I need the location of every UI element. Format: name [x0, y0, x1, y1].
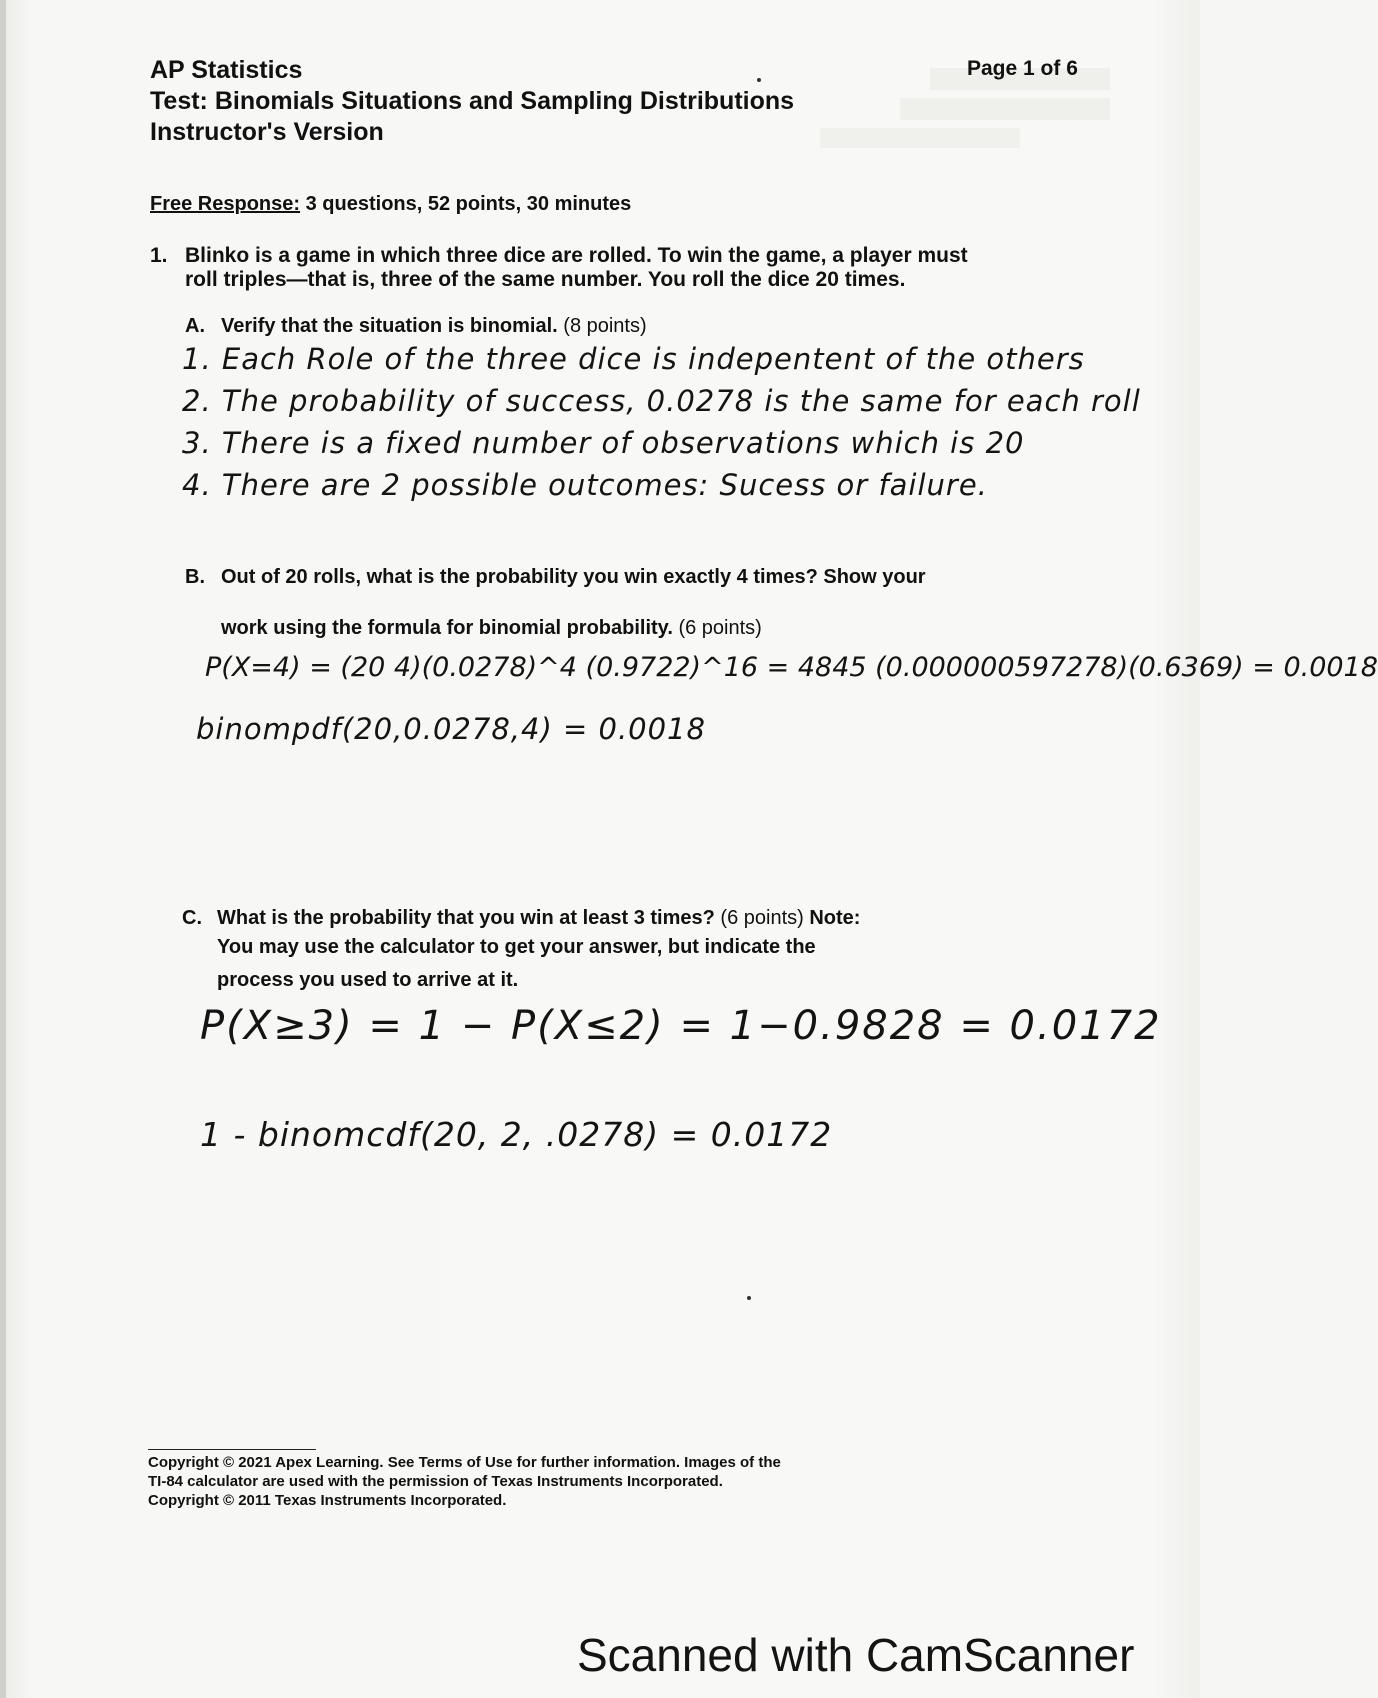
question-number: 1.	[150, 244, 168, 267]
free-response-heading	[150, 193, 631, 216]
part-a-answer-4: 4. There are 2 possible outcomes: Sucess or failure.	[182, 468, 988, 502]
part-c-label: C.	[182, 907, 202, 929]
part-b-label: B.	[185, 566, 205, 588]
copyright-line1: Copyright © 2021 Apex Learning. See Terms of Use for further information. Images of the	[148, 1454, 781, 1471]
part-a-label: A.	[185, 315, 205, 337]
copyright-line2: TI-84 calculator are used with the permission of Texas Instruments Incorporated.	[148, 1473, 723, 1490]
part-b-prompt-line2: work using the formula for binomial probability.	[221, 617, 673, 639]
copyright-line3: Copyright © 2011 Texas Instruments Incorporated.	[148, 1492, 507, 1509]
part-a-prompt: Verify that the situation is binomial.	[221, 315, 558, 337]
bleed-through-artifact	[900, 98, 1110, 120]
scan-speck	[747, 1296, 751, 1300]
part-a-answer-1: 1. Each Role of the three dice is indepentent of the others	[182, 342, 1085, 376]
part-c-points: (6 points)	[720, 907, 804, 929]
question-text-line2: roll triples—that is, three of the same number. You roll the dice 20 times.	[185, 268, 906, 291]
part-c-prompt-line1-wrap	[217, 904, 860, 932]
version-label: Instructor's Version	[150, 118, 384, 146]
part-c-prompt-line3: process you used to arrive at it.	[217, 969, 519, 991]
page-number: Page 1 of 6	[967, 57, 1078, 80]
part-c-answer-calculator: 1 - binomcdf(20, 2, .0278) = 0.0172	[200, 1115, 833, 1154]
footer-divider	[148, 1449, 316, 1450]
part-a-answer-2: 2. The probability of success, 0.0278 is the same for each roll	[182, 384, 1141, 418]
bleed-through-artifact	[820, 128, 1020, 148]
free-response-label: Free Response:	[150, 193, 301, 215]
free-response-summary: 3 questions, 52 points, 30 minutes	[300, 193, 632, 215]
part-c-note: Note:	[809, 907, 861, 929]
part-b-answer-calculator: binompdf(20,0.0278,4) = 0.0018	[196, 712, 706, 746]
part-a-prompt-line	[221, 312, 647, 340]
part-a-points: (8 points)	[563, 315, 647, 337]
part-c-prompt-line1: What is the probability that you win at least 3 times?	[217, 907, 715, 929]
part-a-answer-3: 3. There is a fixed number of observations which is 20	[182, 426, 1025, 460]
part-c-answer-formula: P(X≥3) = 1 − P(X≤2) = 1−0.9828 = 0.0172	[200, 1003, 1162, 1049]
camscanner-watermark: Scanned with CamScanner	[577, 1629, 1135, 1681]
part-b-answer-formula: P(X=4) = (20 4)(0.0278)^4 (0.9722)^16 = 4845 (0.000000597278)(0.6369) = 0.0018	[205, 652, 1378, 683]
page-edge-shadow	[0, 0, 6, 1698]
part-c-prompt-line2: You may use the calculator to get your answer, but indicate the	[217, 936, 816, 958]
part-b-points: (6 points)	[678, 617, 762, 639]
test-title: Test: Binomials Situations and Sampling Distributions	[150, 87, 795, 115]
part-b-prompt-line1: Out of 20 rolls, what is the probability you win exactly 4 times? Show your	[221, 566, 926, 588]
part-b-prompt-line2-wrap	[221, 614, 762, 642]
scan-speck	[757, 78, 761, 82]
course-title: AP Statistics	[150, 56, 303, 84]
question-text-line1: Blinko is a game in which three dice are rolled. To win the game, a player must	[185, 244, 968, 267]
